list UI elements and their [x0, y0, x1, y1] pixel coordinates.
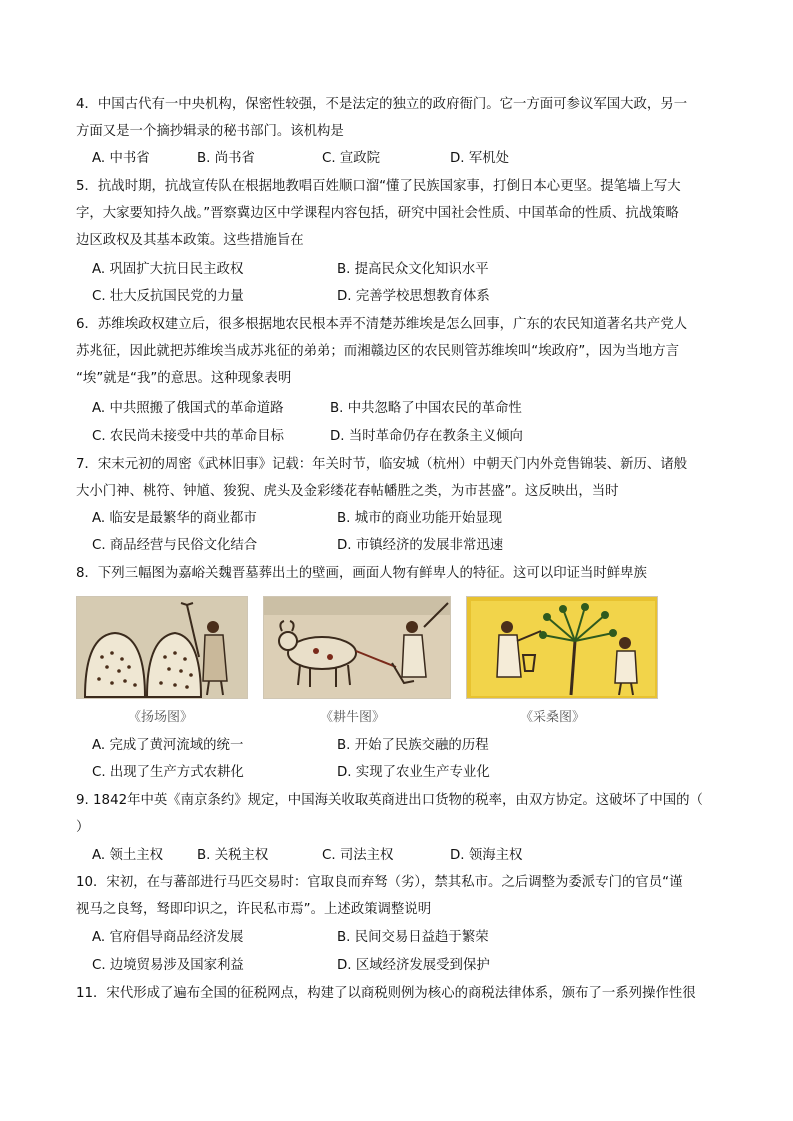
- q10-option-b: B. 民间交易日益趋于繁荣: [337, 930, 489, 945]
- q7-stem-line-2: 大小门神、桃符、钟馗、狻猊、虎头及金彩缕花春帖幡胜之类，为市甚盛”。这反映出，当时: [76, 484, 619, 499]
- mural-caption-ox-plowing: 《耕牛图》: [320, 710, 386, 725]
- q4-option-c: C. 宣政院: [322, 151, 381, 166]
- q9-option-b: B. 关税主权: [197, 848, 269, 863]
- q9-option-a: A. 领土主权: [92, 848, 163, 863]
- q8-option-a: A. 完成了黄河流域的统一: [92, 738, 244, 753]
- q5-option-d: D. 完善学校思想教育体系: [337, 289, 490, 304]
- q4-option-a: A. 中书省: [92, 151, 150, 166]
- q8-option-c: C. 出现了生产方式农耕化: [92, 765, 244, 780]
- q6-option-d: D. 当时革命仍存在教条主义倾向: [330, 429, 523, 444]
- q6-option-a: A. 中共照搬了俄国式的革命道路: [92, 401, 284, 416]
- q4-option-d: D. 军机处: [450, 151, 509, 166]
- q7-option-d: D. 市镇经济的发展非常迅速: [337, 538, 504, 553]
- q7-option-b: B. 城市的商业功能开始显现: [337, 511, 502, 526]
- q6-stem-line-2: 苏兆征，因此就把苏维埃当成苏兆征的弟弟；而湘赣边区的农民则管苏维埃叫“埃政府”，因为当地方言: [76, 344, 680, 359]
- q7-option-c: C. 商品经营与民俗文化结合: [92, 538, 258, 553]
- q9-stem-line-1: 9. 1842年中英《南京条约》规定，中国海关收取英商进出口货物的税率，由双方协定。这破坏了中国的（: [76, 793, 703, 808]
- mural-caption-mulberry-picking: 《采桑图》: [520, 710, 586, 725]
- mural-winnowing-image: [76, 596, 248, 699]
- mural-caption-winnowing: 《扬场图》: [128, 710, 194, 725]
- q10-stem-line-1: 10．宋初，在与蕃部进行马匹交易时：官取良而弃驽（劣），禁其私市。之后调整为委派专门的官员“谨: [76, 875, 683, 890]
- q8-option-b: B. 开始了民族交融的历程: [337, 738, 489, 753]
- q10-stem-line-2: 视马之良驽，驽即印识之，许民私市焉”。上述政策调整说明: [76, 902, 432, 917]
- q4-stem-line-2: 方面又是一个摘抄辑录的秘书部门。该机构是: [76, 124, 344, 139]
- q8-option-d: D. 实现了农业生产专业化: [337, 765, 490, 780]
- q6-option-b: B. 中共忽略了中国农民的革命性: [330, 401, 522, 416]
- q5-stem-line-1: 5．抗战时期，抗战宣传队在根据地教唱百姓顺口溜“懂了民族国家事，打倒日本心更坚。提笔墙上写大: [76, 179, 681, 194]
- q9-option-c: C. 司法主权: [322, 848, 394, 863]
- q7-option-a: A. 临安是最繁华的商业都市: [92, 511, 257, 526]
- q10-option-d: D. 区域经济发展受到保护: [337, 958, 490, 973]
- q4-option-b: B. 尚书省: [197, 151, 255, 166]
- q5-option-c: C. 壮大反抗国民党的力量: [92, 289, 244, 304]
- q7-stem-line-1: 7．宋末元初的周密《武林旧事》记载：年关时节，临安城（杭州）中朝天门内外竞售锦装、新历、诸般: [76, 457, 688, 472]
- q10-option-a: A. 官府倡导商品经济发展: [92, 930, 244, 945]
- q5-stem-line-2: 字，大家要知持久战。”晋察冀边区中学课程内容包括，研究中国社会性质、中国革命的性质、抗战策略: [76, 206, 679, 221]
- q11-stem-line-1: 11．宋代形成了遍布全国的征税网点，构建了以商税则例为核心的商税法律体系，颁布了一系列操作性很: [76, 986, 696, 1001]
- q5-stem-line-3: 边区政权及其基本政策。这些措施旨在: [76, 233, 304, 248]
- q9-option-d: D. 领海主权: [450, 848, 523, 863]
- q5-option-b: B. 提高民众文化知识水平: [337, 262, 489, 277]
- q9-stem-line-2: ）: [76, 820, 90, 835]
- q4-stem-line-1: 4．中国古代有一中央机构，保密性较强，不是法定的独立的政府衙门。它一方面可参议军国大政，另一: [76, 97, 688, 112]
- q6-stem-line-1: 6．苏维埃政权建立后，很多根据地农民根本弄不清楚苏维埃是怎么回事，广东的农民知道著名共产党人: [76, 317, 688, 332]
- q8-stem-line-1: 8．下列三幅图为嘉峪关魏晋墓葬出土的壁画，画面人物有鲜卑人的特征。这可以印证当时鲜卑族: [76, 566, 647, 581]
- q5-option-a: A. 巩固扩大抗日民主政权: [92, 262, 244, 277]
- mural-ox-plowing-image: [263, 596, 451, 699]
- mural-mulberry-picking-image: [466, 596, 658, 699]
- q6-stem-line-3: “埃”就是“我”的意思。这种现象表明: [76, 371, 292, 386]
- q6-option-c: C. 农民尚未接受中共的革命目标: [92, 429, 284, 444]
- q10-option-c: C. 边境贸易涉及国家利益: [92, 958, 244, 973]
